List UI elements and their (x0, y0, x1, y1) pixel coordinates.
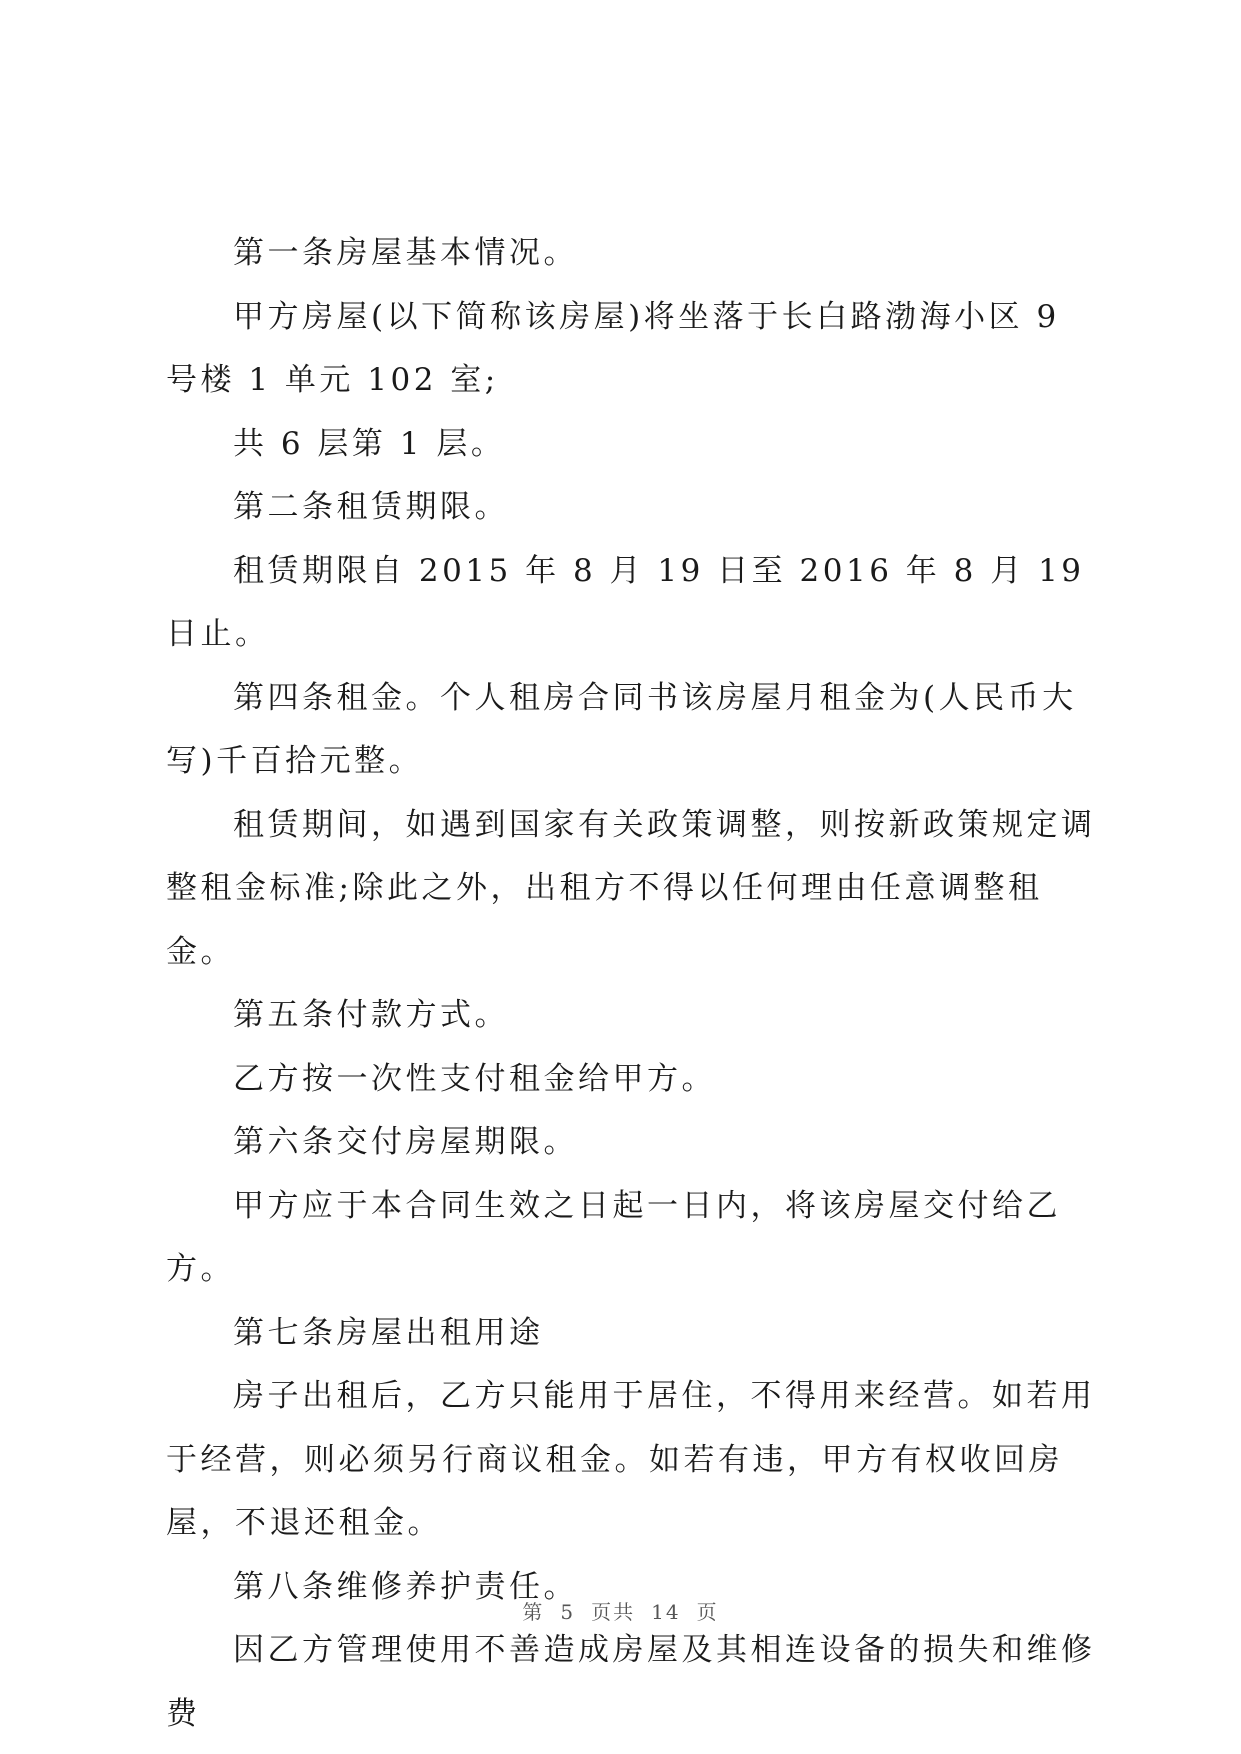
footer-page-number: 5 (560, 1600, 576, 1624)
paragraph-delivery-term: 甲方应于本合同生效之日起一日内，将该房屋交付给乙方。 (166, 1187, 1061, 1287)
paragraph-article-6-title: 第六条交付房屋期限。 (233, 1124, 578, 1160)
paragraph-article-7-title: 第七条房屋出租用途 (233, 1314, 544, 1351)
paragraph-usage-terms: 房子出租后，乙方只能用于居住，不得用来经营。如若用于经营，则必须另行商议租金。如若有违，甲方有权收回房屋，不退还租金。 (166, 1378, 1096, 1541)
paragraph-article-8-title: 第八条维修养护责任。 (233, 1568, 578, 1605)
paragraph-maintenance-responsibility: 因乙方管理使用不善造成房屋及其相连设备的损失和维修费 (166, 1632, 1096, 1732)
paragraph-article-2-title: 第二条租赁期限。 (233, 489, 509, 525)
page-footer (0, 1596, 1241, 1625)
document-body (166, 222, 1096, 1746)
footer-total-pages: 14 (651, 1600, 681, 1624)
paragraph-article-4-rent: 第四条租金。个人租房合同书该房屋月租金为(人民币大写)千百拾元整。 (166, 679, 1077, 779)
paragraph-article-1-title: 第一条房屋基本情况。 (233, 235, 578, 271)
paragraph-rent-adjustment: 租赁期间，如遇到国家有关政策调整，则按新政策规定调整租金标准;除此之外，出租方不得以任何理由任意调整租金。 (166, 806, 1096, 970)
paragraph-lease-term: 租赁期限自 2015 年 8 月 19 日至 2016 年 8 月 19 日止。 (166, 552, 1085, 652)
paragraph-property-location: 甲方房屋(以下简称该房屋)将坐落于长白路渤海小区 9 号楼 1 单元 102 室; (166, 298, 1060, 398)
footer-suffix: 页 (696, 1600, 719, 1624)
footer-mid: 页共 (591, 1600, 636, 1624)
footer-prefix: 第 (522, 1600, 545, 1624)
paragraph-payment-method: 乙方按一次性支付租金给甲方。 (233, 1060, 716, 1097)
paragraph-floor-info: 共 6 层第 1 层。 (233, 425, 506, 462)
paragraph-article-5-title: 第五条付款方式。 (233, 997, 509, 1033)
